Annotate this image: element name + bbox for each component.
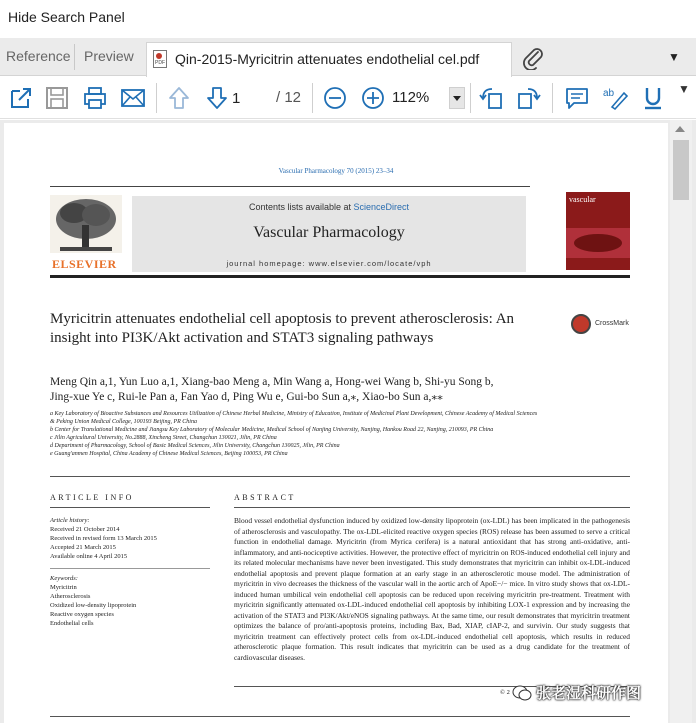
save-icon[interactable] — [44, 85, 70, 111]
affiliation: d Department of Pharmacology, School of Basic Medical Sciences, Jilin University, Changchun 130025, Jilin, PR China — [50, 443, 340, 449]
tab-reference[interactable]: Reference — [6, 48, 71, 64]
divider — [50, 476, 630, 477]
vertical-scrollbar[interactable] — [670, 120, 692, 723]
publisher-logo-text: ELSEVIER — [52, 257, 117, 271]
journal-title: Vascular Pharmacology — [253, 224, 405, 241]
pdf-page — [4, 123, 668, 723]
watermark-text: 张老湿科研作图 — [536, 685, 642, 702]
affiliation: b Center for Translational Medicine and Jiangsu Key Laboratory of Molecular Medicine, Medical School of Nanjing University, Nanjing, Hankou Road 22, Nanjing, 210093, PR China — [50, 427, 494, 433]
affiliations — [50, 410, 640, 458]
toolbar — [0, 77, 696, 119]
tab-preview[interactable]: Preview — [84, 48, 134, 64]
divider — [50, 507, 210, 508]
authors-line: Jing-xue Ye c, Rui-le Pan a, Fan Yao d, Ping Wu e, Gui-bo Sun a,⁎, Xiao-bo Sun a,⁎⁎ — [50, 391, 443, 403]
scroll-thumb[interactable] — [673, 140, 689, 200]
contents-line: Contents lists available at ScienceDirect — [248, 202, 410, 212]
zoom-in-icon[interactable] — [360, 85, 386, 111]
tab-row — [0, 38, 696, 76]
toolbar-separator — [156, 83, 157, 113]
print-icon[interactable] — [82, 85, 108, 111]
paperclip-icon[interactable] — [522, 46, 544, 70]
abstract-text: Blood vessel endothelial dysfunction induced by oxidized low-density lipoprotein (ox-LDL) has been implicated in the pathogenesis of atherosclerosis and vasculopathy. The ox-LDL-elicited reactive oxygen species (ROS) release has been assumed to serve a critical function in endothelial damage. Myricitrin (from Myrica cerifera) is a natural antioxidant that has strong anti-oxidative, anti-inflammatory, and anti-nociceptive activities. However, the protective effect of myricitrin on ROS-induced endothelial cell injury and its related molecular mechanisms have never been investigated. This study demonstrates that myricitrin can inhibit ox-LDL-induced endothelial apoptosis and prevent plaque formation at an early stage in an atherosclerotic mouse model. The administration of myricitrin in vivo decreases the thickness of the vascular wall in the aortic arch of ApoE−/− mice. In vitro study shows that ox-LDL-induced human umbilical vein endothelial cell apoptosis can be reduced upon receiving myricitrin pre-treatment. Treatment with myricitrin significantly attenuated ox-LDL-induced endothelial cell apoptosis by inhibiting LOX-1 expression and by increasing the activation of the STAT3 and PI3K/Akt/eNOS signaling pathways. At the same time, our result demonstrates that myricitrin treatment optimizes the balance of pro/anti-apoptosis proteins, including Bax, Bad, XIAP, cIAP-2, and survivin. Our study suggests that myricitrin treatment can effectively protect cells from ox-LDL-induced endothelial cell apoptosis, which results in reduced atherosclerotic plaque formation. This result indicates that myricitrin can be used as a drug candidate for the treatment of cardiovascular diseases. — [234, 516, 630, 662]
author-list — [50, 375, 630, 405]
document-viewer[interactable] — [0, 120, 696, 723]
wechat-icon — [512, 684, 532, 702]
toolbar-more-caret-icon[interactable]: ▼ — [678, 82, 690, 96]
journal-cover-image: vascular — [566, 192, 630, 270]
article-title: Myricitrin attenuates endothelial cell apoptosis to prevent atherosclerosis: An insight into PI3K/Akt activation and STAT3 signaling pathways — [50, 311, 515, 346]
crossmark-icon — [571, 314, 591, 334]
toolbar-separator — [312, 83, 313, 113]
rotate-left-icon[interactable] — [478, 85, 504, 111]
journal-reference[interactable]: Vascular Pharmacology 70 (2015) 23–34 — [278, 167, 394, 175]
journal-header-box — [132, 196, 526, 272]
copyright: © 2 — [500, 689, 510, 696]
affiliation: c Jilin Agricultural University, No.2888, Xincheng Street, Changchun 130021, Jilin, PR China — [50, 435, 277, 441]
tab-pdf-file[interactable] — [146, 42, 512, 77]
arrow-down-icon[interactable] — [204, 85, 230, 111]
highlight-icon[interactable] — [602, 85, 628, 111]
top-bar — [0, 0, 696, 38]
hide-search-panel-link[interactable]: Hide Search Panel — [8, 9, 125, 25]
comment-icon[interactable] — [564, 85, 590, 111]
toolbar-separator — [552, 83, 553, 113]
affiliation: & Peking Union Medical College, 100193 Beijing, PR China — [50, 419, 197, 425]
arrow-up-icon[interactable] — [166, 85, 192, 111]
rotate-right-icon[interactable] — [516, 85, 542, 111]
abstract-heading: ABSTRACT — [234, 493, 296, 502]
zoom-level[interactable]: 112% — [392, 89, 430, 106]
page-total: / 12 — [276, 89, 302, 106]
pdf-file-icon: PDF — [153, 50, 167, 68]
toolbar-separator — [470, 83, 471, 113]
affiliation: e Guang'anmen Hospital, China Academy of Chinese Medical Sciences, Beijing 100053, PR China — [50, 451, 288, 457]
tab-file-label: Qin-2015-Myricitrin attenuates endothelial cel.pdf — [175, 51, 480, 67]
watermark — [512, 682, 692, 706]
journal-homepage[interactable]: journal homepage: www.elsevier.com/locate/vph — [226, 259, 432, 268]
divider — [234, 507, 630, 508]
divider — [50, 186, 530, 187]
divider — [50, 275, 630, 278]
keywords: Keywords: Myricitrin Atherosclerosis Oxidized low-density lipoprotein Reactive oxygen species Endothelial cells — [50, 575, 137, 627]
authors-line: Meng Qin a,1, Yun Luo a,1, Xiang-bao Meng a, Min Wang a, Hong-wei Wang b, Shi-yu Song b, — [50, 376, 494, 388]
tab-separator — [74, 44, 75, 70]
zoom-out-icon[interactable] — [322, 85, 348, 111]
article-history: Article history: Received 21 October 2014 Received in revised form 13 March 2015 Accepted 21 March 2015 Available online 4 April 2015 — [50, 517, 157, 560]
tab-menu-caret-icon[interactable]: ▼ — [668, 50, 680, 64]
svg-text:ab: ab — [603, 88, 615, 99]
crossmark-badge[interactable]: CrossMark — [571, 314, 641, 336]
sciencedirect-link[interactable]: ScienceDirect — [353, 202, 410, 212]
email-icon[interactable] — [120, 85, 146, 111]
affiliation: a Key Laboratory of Bioactive Substances and Resources Utilization of Chinese Herbal Medicine, Ministry of Education, Institute of Medicinal Plant Development, Chinese Academy of Medical Sciences — [50, 411, 538, 417]
scroll-up-icon[interactable] — [675, 126, 685, 132]
article-info-heading: ARTICLE INFO — [50, 493, 134, 502]
zoom-dropdown-icon[interactable] — [449, 87, 465, 109]
underline-icon[interactable] — [640, 85, 666, 111]
page-number-input[interactable] — [232, 87, 282, 109]
divider — [50, 568, 210, 569]
divider — [50, 716, 630, 717]
open-external-icon[interactable] — [8, 85, 34, 111]
